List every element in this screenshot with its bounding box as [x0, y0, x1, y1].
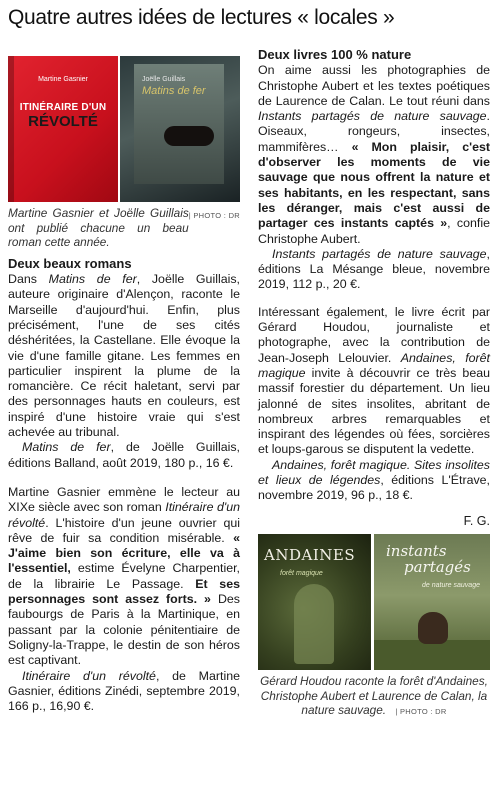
book2-author: Joëlle Guillais [142, 76, 186, 83]
page-title: Quatre autres idées de lectures « locales » [8, 6, 395, 29]
book1-title-line1: ITINÉRAIRE D'UN [19, 102, 107, 113]
shoe-image [164, 126, 214, 146]
book-cover-instants [374, 534, 490, 670]
paragraph-instants: On aime aussi les photographies de Christophe Aubert et les textes poétiques de Laurence de Calan. Le tout réuni dans Instants partagés de nature sauvage. Oiseaux, rongeurs, insectes, mammifères… « Mon plaisir, c'est d'observer les moments de vie sauvage que nous offrent la nature et ses habitants, en les respectant, sans les déranger, mais c'est aussi de partager ces instants captés », confie Christophe Aubert. [258, 63, 490, 246]
book3-title: ANDAINES [264, 545, 356, 564]
book-reference-instants: Instants partagés de nature sauvage, éditions La Mésange bleue, novembre 2019, 112 p., 20 €. [258, 246, 490, 292]
caption-text: Martine Gasnier et Joëlle Guillais ont publié chacune un beau roman cette année. [8, 206, 189, 250]
photo-credit: | PHOTO : DR [188, 211, 240, 220]
tree-image [294, 584, 334, 664]
book1-author: Martine Gasnier [38, 76, 88, 83]
book1-title-line2: RÉVOLTÉ [28, 113, 98, 130]
book-photo-top [8, 56, 240, 202]
right-column [258, 47, 490, 720]
book3-subtitle: forêt magique [280, 569, 323, 577]
caption-text-bottom: Gérard Houdou raconte la forêt d'Andaines, Christophe Aubert et Laurence de Calan, la nature sauvage. [260, 673, 488, 718]
book-cover-itineraire [8, 56, 118, 202]
photo-caption-top [8, 206, 240, 250]
book4-subtitle: de nature sauvage [422, 581, 480, 589]
paragraph-andaines: Intéressant également, le livre écrit par Gérard Houdou, journaliste et photographe, avec la contribution de Jean-Joseph Lelouvier. Andaines, forêt magique invite à découvrir ce très beau massif forestier du département. Un lieu jalonné de sites insolites, abritant de nombreux arbres remarquables et inspirant des légendes où fées, sorcières et loups-garous se disputent la vedette. [258, 304, 490, 457]
book-cover-matins [120, 56, 240, 202]
book2-title: Matins de fer [142, 85, 206, 97]
author-initials: F. G. [463, 513, 490, 528]
photo-caption-bottom [258, 674, 490, 720]
section-heading-nature: Deux livres 100 % nature [258, 47, 412, 62]
ground-image [374, 640, 490, 670]
fox-image [418, 612, 448, 644]
book4-title-line1: instants [386, 541, 447, 560]
section-heading-romans: Deux beaux romans [8, 255, 132, 271]
book-reference-andaines: Andaines, forêt magique. Sites insolites et lieux de légendes, éditions L'Étrave, novembre 2019, 96 p., 18 €. [258, 457, 490, 503]
left-column [8, 56, 240, 714]
photo-credit-bottom: | PHOTO : DR [395, 707, 447, 717]
book-reference-itineraire: Itinéraire d'un révolté, de Martine Gasnier, éditions Zinédi, septembre 2019, 166 p., 16,90 €. [8, 668, 240, 714]
paragraph-itineraire: Martine Gasnier emmène le lecteur au XIXe siècle avec son roman Itinéraire d'un révolté. L'histoire d'un jeune ouvrier qui rêve de fuir sa condition misérable. « J'aime bien son écriture, elle va à l'essentiel, estime Évelyne Charpentier, de la librairie Le Passage. Et ses personnages sont assez forts. » Des faubourgs de Paris à la Martinique, en passant par la colonie pénitentiaire de Soligny-la-Trappe, le destin de son héros est captivant. [8, 484, 240, 668]
paragraph-matins: Dans Matins de fer, Joëlle Guillais, auteure originaire d'Alençon, raconte le Marseille d'aujourd'hui. Enfin, plus précisément, l'une de ses cités déshéritées, la Castellane. Elle évoque la vie d'une famille gitane. Les femmes en particulier inspirent la plume de la romancière. Ce récit haletant, servi par des personnages hauts en couleurs, est inspiré d'une histoire vraie qui s'est achevée au tribunal. [8, 272, 240, 440]
book-cover-andaines [258, 534, 371, 670]
book4-title-line2: partagés [404, 557, 471, 576]
book-reference-matins: Matins de fer, de Joëlle Guillais, éditions Balland, août 2019, 180 p., 16 €. [8, 440, 240, 470]
book-photo-bottom [258, 534, 490, 670]
